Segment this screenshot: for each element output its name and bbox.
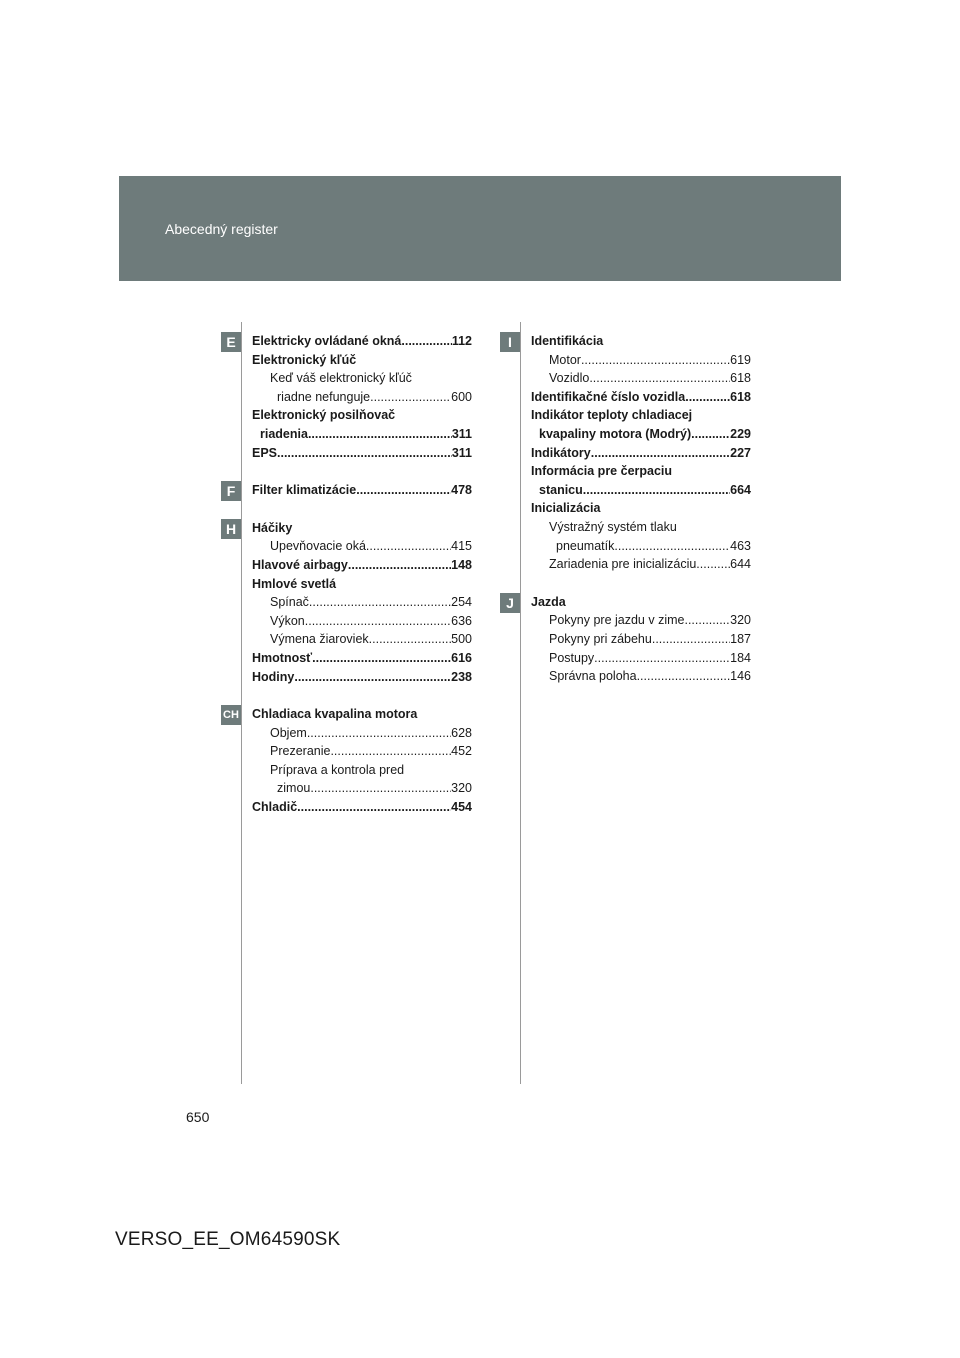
entry-label: Hmlové svetlá (252, 576, 337, 591)
entry-page-number: 148 (451, 557, 472, 572)
entry-label: Identifikačné číslo vozidla (531, 389, 686, 404)
dot-leader (356, 481, 451, 500)
dot-leader (591, 444, 730, 463)
entry-label: Jazda (531, 594, 566, 609)
entry-label: Výmena žiaroviek (270, 632, 369, 647)
column-divider-right (520, 322, 521, 1084)
entry-label: kvapaliny motora (Modrý) (539, 426, 692, 441)
entry-label: Háčiky (252, 520, 293, 535)
index-entry (252, 537, 472, 556)
entry-page-number: 478 (451, 483, 472, 498)
section-title: Abecedný register (165, 221, 278, 237)
dot-leader (348, 556, 451, 575)
entry-page-number: 616 (451, 650, 472, 665)
entry-label: Upevňovacie oká (270, 539, 366, 554)
header-bar (119, 176, 841, 281)
index-entry (531, 537, 751, 556)
index-entry (531, 462, 751, 481)
index-entry (252, 332, 472, 351)
entry-label: Vozidlo (549, 371, 590, 386)
entry-page-number: 320 (730, 613, 751, 628)
index-entry (252, 705, 472, 724)
section-letter-badge: H (221, 519, 241, 539)
entry-label: stanicu (539, 482, 583, 497)
index-entry (252, 649, 472, 668)
dot-leader (366, 537, 451, 556)
index-entry (531, 593, 751, 612)
index-entry (252, 369, 472, 388)
index-section-f (226, 481, 472, 500)
dot-leader (277, 444, 452, 463)
index-entry (252, 798, 472, 817)
index-section-j (506, 593, 751, 686)
entry-label: Chladič (252, 800, 298, 815)
index-entry (252, 724, 472, 743)
dot-leader (684, 611, 730, 630)
entry-label: riadenia (260, 426, 308, 441)
section-letter-badge: E (221, 332, 241, 352)
entry-label: Informácia pre čerpaciu (531, 464, 673, 479)
entry-label: pneumatík (556, 538, 615, 553)
entry-label: Postupy (549, 650, 595, 665)
entry-page-number: 146 (730, 669, 751, 684)
entry-label: Správna poloha (549, 669, 637, 684)
dot-leader (307, 724, 451, 743)
column-divider-left (241, 322, 242, 1084)
entry-label: Hodiny (252, 669, 295, 684)
entry-page-number: 619 (730, 352, 751, 367)
dot-leader (589, 369, 730, 388)
entry-label: Keď váš elektronický kľúč (270, 371, 412, 386)
entry-label: Elektronický kľúč (252, 352, 357, 367)
entry-label: Spínač (270, 595, 309, 610)
index-entry (252, 575, 472, 594)
entry-label: Prezeranie (270, 744, 331, 759)
index-section-h (225, 519, 472, 686)
index-entry (252, 388, 472, 407)
index-section-i (508, 332, 751, 574)
dot-leader (581, 351, 730, 370)
entry-page-number: 320 (451, 781, 472, 796)
section-letter-badge: F (221, 481, 241, 501)
index-entry (531, 667, 751, 686)
entry-page-number: 254 (451, 595, 472, 610)
entry-page-number: 600 (451, 389, 472, 404)
index-entry (252, 761, 472, 780)
entry-page-number: 618 (730, 371, 751, 386)
index-entry (252, 444, 472, 463)
index-entry (531, 611, 751, 630)
index-entry (531, 425, 751, 444)
entry-label: Elektronický posilňovač (252, 408, 396, 423)
index-entry (531, 518, 751, 537)
index-entry (252, 742, 472, 761)
entry-label: Zariadenia pre inicializáciu (549, 557, 697, 572)
entry-label: Pokyny pri zábehu (549, 631, 652, 646)
dot-leader (594, 649, 730, 668)
dot-leader (401, 332, 451, 351)
entry-page-number: 227 (730, 445, 751, 460)
entry-label: Inicializácia (531, 501, 601, 516)
entry-page-number: 628 (451, 725, 472, 740)
entry-label: Výstražný systém tlaku (549, 519, 677, 534)
dot-leader (308, 425, 452, 444)
dot-leader (310, 779, 451, 798)
entry-page-number: 454 (451, 800, 472, 815)
index-entry (531, 499, 751, 518)
entry-page-number: 184 (730, 650, 751, 665)
index-entry (531, 444, 751, 463)
dot-leader (637, 667, 731, 686)
index-entry (252, 425, 472, 444)
entry-label: Pokyny pre jazdu v zime (549, 613, 685, 628)
entry-label: Objem (270, 725, 307, 740)
entry-label: zimou (277, 781, 311, 796)
entry-label: Identifikácia (531, 334, 604, 348)
index-entry (531, 351, 751, 370)
dot-leader (583, 481, 730, 500)
entry-page-number: 463 (730, 538, 751, 553)
index-entry (531, 555, 751, 574)
index-column-right (506, 332, 751, 686)
entry-label: Chladiaca kvapalina motora (252, 707, 418, 722)
entry-page-number: 311 (451, 426, 472, 441)
index-entry (531, 406, 751, 425)
dot-leader (370, 388, 451, 407)
dot-leader (309, 593, 451, 612)
dot-leader (312, 649, 451, 668)
entry-page-number: 644 (730, 557, 751, 572)
entry-page-number: 636 (451, 613, 472, 628)
document-code: VERSO_EE_OM64590SK (115, 1229, 341, 1250)
index-entry (531, 481, 751, 500)
entry-page-number: 415 (451, 539, 472, 554)
entry-page-number: 500 (451, 632, 472, 647)
entry-label: riadne nefunguje (277, 389, 371, 404)
index-entry (531, 649, 751, 668)
entry-label: Hmotnosť (252, 650, 313, 665)
entry-page-number: 664 (730, 482, 751, 497)
index-entry (531, 388, 751, 407)
index-entry (252, 519, 472, 538)
index-section-ch (223, 705, 472, 817)
entry-label: Indikátory (531, 445, 591, 460)
section-letter-badge: CH (221, 705, 241, 725)
dot-leader (369, 630, 451, 649)
page-number: 650 (186, 1109, 210, 1125)
index-entry (252, 406, 472, 425)
section-letter-badge: I (500, 332, 520, 352)
index-column-left (223, 332, 472, 817)
entry-label: Hlavové airbagy (252, 557, 348, 572)
section-letter-badge: J (500, 593, 520, 613)
index-entry (252, 779, 472, 798)
entry-page-number: 238 (451, 669, 472, 684)
entry-page-number: 112 (451, 334, 472, 348)
dot-leader (685, 388, 730, 407)
index-entry (531, 332, 751, 351)
dot-leader (614, 537, 730, 556)
index-entry (252, 556, 472, 575)
entry-page-number: 618 (730, 389, 751, 404)
entry-label: Príprava a kontrola pred (270, 762, 405, 777)
entry-page-number: 452 (451, 744, 472, 759)
index-entry (252, 612, 472, 631)
entry-label: Filter klimatizácie (252, 483, 357, 498)
dot-leader (652, 630, 730, 649)
entry-label: Elektricky ovládané okná (252, 334, 402, 348)
index-entry (531, 630, 751, 649)
index-entry (252, 668, 472, 687)
index-entry (252, 351, 472, 370)
dot-leader (294, 668, 451, 687)
entry-label: Motor (549, 352, 581, 367)
index-entry (252, 481, 472, 500)
entry-page-number: 187 (730, 631, 751, 646)
entry-label: Výkon (270, 613, 305, 628)
entry-label: Indikátor teploty chladiacej (531, 408, 693, 423)
dot-leader (696, 555, 730, 574)
dot-leader (297, 798, 451, 817)
index-entry (531, 369, 751, 388)
entry-page-number: 229 (730, 426, 751, 441)
index-section-e (226, 332, 472, 462)
entry-page-number: 311 (451, 445, 472, 460)
index-entry (252, 593, 472, 612)
dot-leader (305, 612, 451, 631)
dot-leader (330, 742, 451, 761)
dot-leader (691, 425, 730, 444)
index-entry (252, 630, 472, 649)
entry-label: EPS (252, 445, 278, 460)
